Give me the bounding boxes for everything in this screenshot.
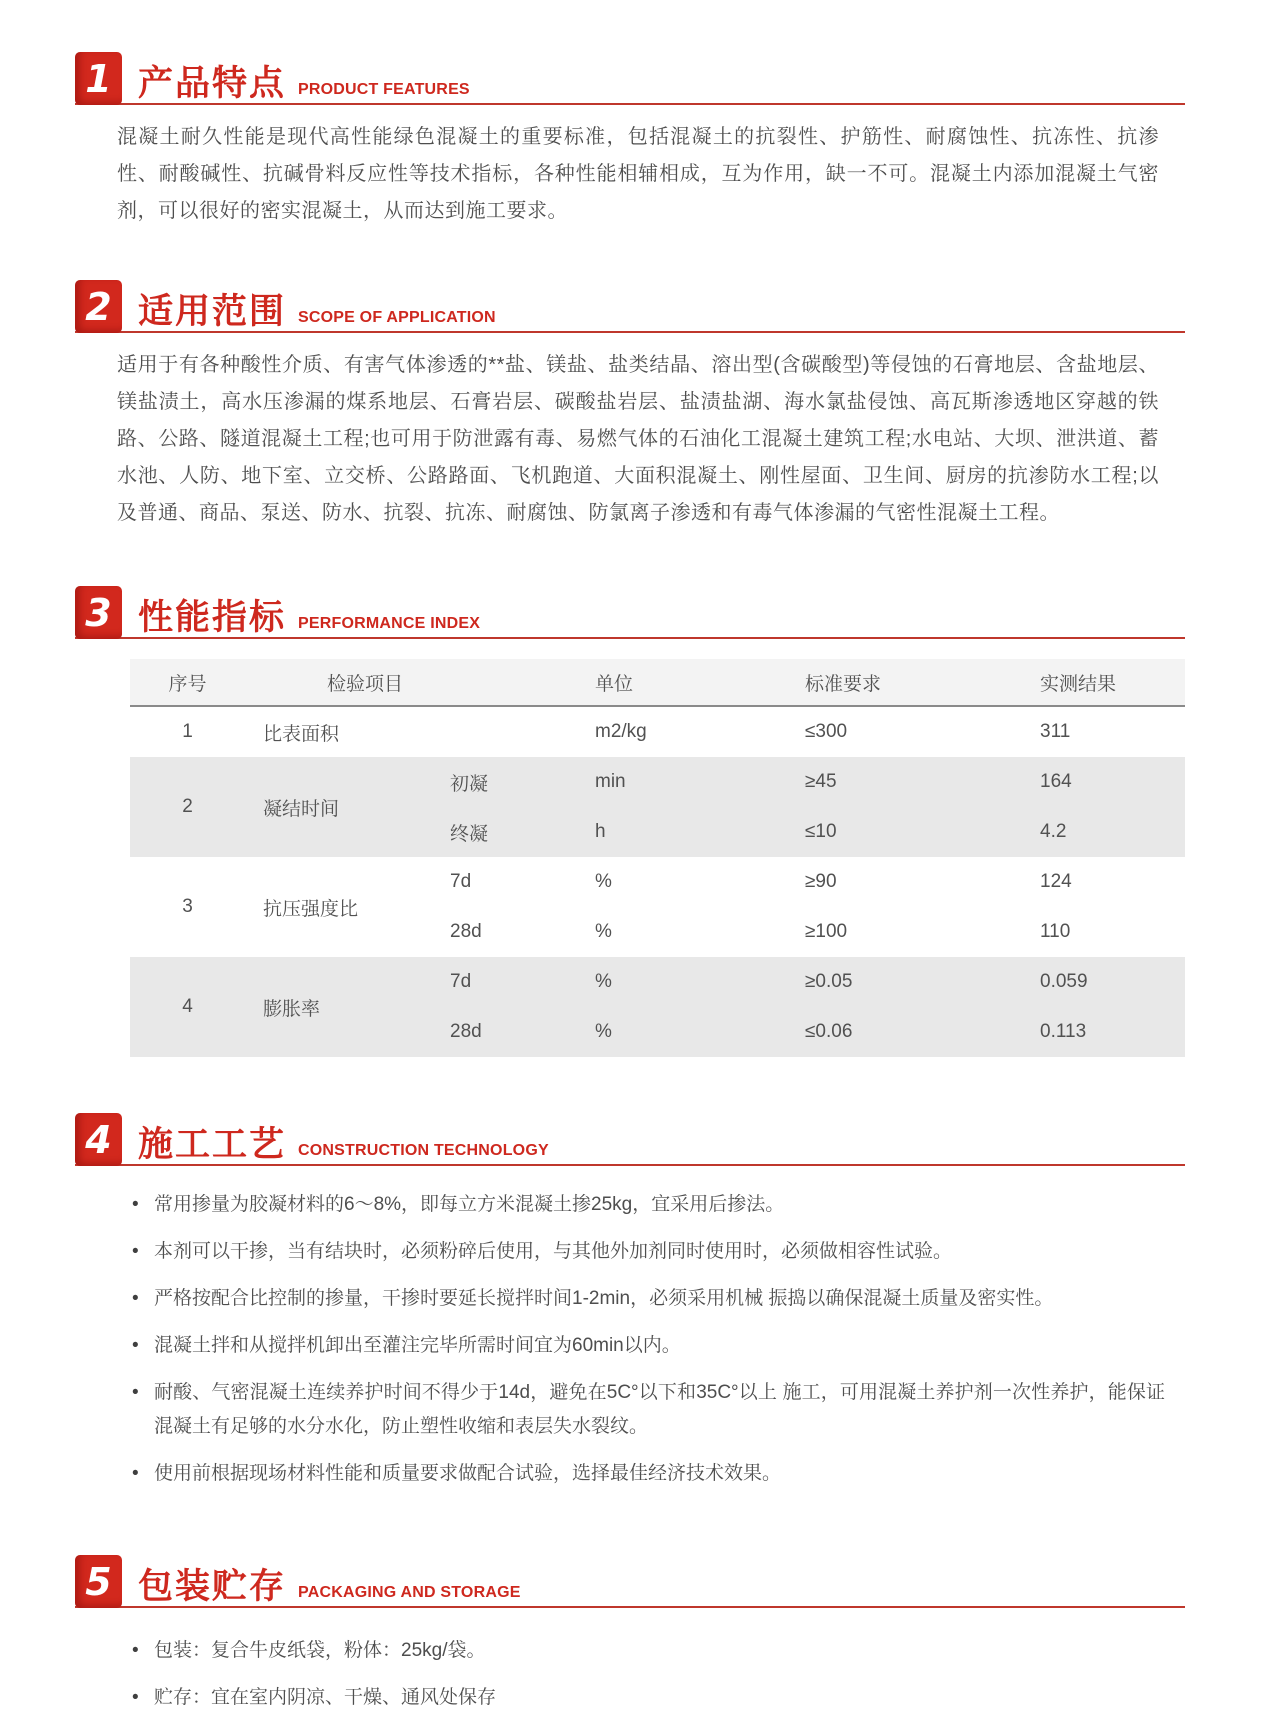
section-header [75, 1113, 1185, 1166]
cell-unit: % [595, 1021, 612, 1042]
section-header [75, 1555, 1185, 1608]
section-title-zh: 适用范围 [138, 292, 287, 331]
cell-unit: % [595, 971, 612, 992]
cell-measured: 164 [1040, 771, 1072, 792]
section-title-zh: 包装贮存 [138, 1567, 287, 1606]
table-row [130, 757, 1185, 857]
section-title-zh: 性能指标 [138, 598, 287, 637]
performance-table [130, 659, 1185, 1057]
cell-sub: 7d [450, 971, 472, 992]
cell-standard: ≥0.05 [805, 971, 853, 992]
bullet-list [130, 1188, 1165, 1491]
cell-seq: 2 [182, 796, 193, 817]
header-unit: 单位 [595, 673, 634, 695]
section-header [75, 52, 1185, 105]
cell-unit: m2/kg [595, 721, 647, 742]
section-header [75, 586, 1185, 639]
cell-unit: % [595, 871, 612, 892]
header-measured: 实测结果 [1040, 673, 1117, 695]
cell-standard: ≤0.06 [805, 1021, 853, 1042]
table-row [130, 957, 1185, 1057]
section-performance-index [75, 586, 1185, 1057]
section-packaging-and-storage [75, 1555, 1185, 1715]
cell-standard: ≥100 [805, 921, 848, 942]
cell-unit: min [595, 771, 626, 792]
cell-measured: 0.113 [1040, 1021, 1087, 1042]
section-title-en: PACKAGING AND STORAGE [298, 1584, 521, 1601]
bullet-item: • 耐酸、气密混凝土连续养护时间不得少于14d，避免在5C°以下和35C°以上 施工，可用混凝土养护剂一次性养护，能保证混凝土有足够的水分水化，防止塑性收缩和表层失水裂纹。 [130, 1376, 1165, 1444]
section-product-features [75, 52, 1185, 230]
cell-sub: 终凝 [450, 823, 489, 845]
table-row [130, 707, 1185, 757]
cell-seq: 1 [182, 721, 193, 742]
section-title-zh: 施工工艺 [138, 1125, 287, 1164]
cell-standard: ≤300 [805, 721, 848, 742]
section-title-en: PERFORMANCE INDEX [298, 615, 481, 632]
table-row [130, 857, 1185, 957]
cell-measured: 124 [1040, 871, 1072, 892]
section-number-badge: 5 [75, 1555, 122, 1608]
cell-sub: 初凝 [450, 773, 489, 795]
section-number-badge: 3 [75, 586, 122, 639]
section-header [75, 280, 1185, 333]
bullet-item: • 本剂可以干掺，当有结块时，必须粉碎后使用，与其他外加剂同时使用时，必须做相容性试验。 [130, 1235, 1165, 1269]
cell-item: 抗压强度比 [263, 898, 359, 920]
section-paragraph: 适用于有各种酸性介质、有害气体渗透的**盐、镁盐、盐类结晶、溶出型(含碳酸型)等侵蚀的石膏地层、含盐地层、镁盐渍土，高水压渗漏的煤系地层、石膏岩层、碳酸盐岩层、盐渍盐湖、海水氯盐侵蚀、高瓦斯渗透地区穿越的铁路、公路、隧道混凝土工程;也可用于防泄露有毒、易燃气体的石油化工混凝土建筑工程;水电站、大坝、泄洪道、蓄水池、人防、地下室、立交桥、公路路面、飞机跑道、大面积混凝土、刚性屋面、卫生间、厨房的抗渗防水工程;以及普通、商品、泵送、防水、抗裂、抗冻、耐腐蚀、防氯离子渗透和有毒气体渗漏的气密性混凝土工程。 [117, 354, 1159, 524]
bullet-item: • 包装：复合牛皮纸袋，粉体：25kg/袋。 [130, 1634, 1165, 1668]
cell-seq: 3 [182, 896, 193, 917]
cell-standard: ≤10 [805, 821, 837, 842]
section-title-en: SCOPE OF APPLICATION [298, 309, 496, 326]
cell-standard: ≥90 [805, 871, 837, 892]
section-title-zh: 产品特点 [138, 64, 287, 103]
cell-unit: h [595, 821, 606, 842]
section-paragraph: 混凝土耐久性能是现代高性能绿色混凝土的重要标准，包括混凝土的抗裂性、护筋性、耐腐蚀性、抗冻性、抗渗性、耐酸碱性、抗碱骨料反应性等技术指标，各种性能相辅相成，互为作用，缺一不可。混凝土内添加混凝土气密剂，可以很好的密实混凝土，从而达到施工要求。 [117, 126, 1159, 222]
bullet-item: • 严格按配合比控制的掺量，干掺时要延长搅拌时间1-2min，必须采用机械 振捣以确保混凝土质量及密实性。 [130, 1282, 1165, 1316]
table-header-row [130, 659, 1185, 707]
cell-measured: 110 [1040, 921, 1071, 942]
section-number-badge: 4 [75, 1113, 122, 1166]
bullet-item: • 常用掺量为胶凝材料的6～8%，即每立方米混凝土掺25kg，宜采用后掺法。 [130, 1188, 1165, 1222]
cell-standard: ≥45 [805, 771, 837, 792]
section-title-en: CONSTRUCTION TECHNOLOGY [298, 1142, 549, 1159]
cell-item: 膨胀率 [263, 998, 321, 1020]
cell-sub: 7d [450, 871, 472, 892]
section-title-en: PRODUCT FEATURES [298, 81, 470, 98]
cell-unit: % [595, 921, 612, 942]
bullet-list [130, 1634, 1165, 1715]
cell-sub: 28d [450, 921, 482, 942]
bullet-item: • 使用前根据现场材料性能和质量要求做配合试验，选择最佳经济技术效果。 [130, 1457, 1165, 1491]
cell-measured: 311 [1040, 721, 1071, 742]
section-number-badge: 1 [75, 52, 122, 105]
header-seq: 序号 [168, 673, 207, 695]
header-standard: 标准要求 [805, 673, 882, 695]
cell-item: 比表面积 [263, 723, 340, 745]
header-item: 检验项目 [327, 673, 404, 695]
bullet-item: • 贮存：宜在室内阴凉、干燥、通风处保存 [130, 1681, 1165, 1715]
cell-sub: 28d [450, 1021, 482, 1042]
bullet-item: • 混凝土拌和从搅拌机卸出至灌注完毕所需时间宜为60min以内。 [130, 1329, 1165, 1363]
cell-measured: 0.059 [1040, 971, 1088, 992]
section-scope-of-application [75, 280, 1185, 532]
section-construction-technology [75, 1113, 1185, 1491]
section-number-badge: 2 [75, 280, 122, 333]
cell-seq: 4 [182, 996, 193, 1017]
cell-item: 凝结时间 [263, 798, 340, 820]
cell-measured: 4.2 [1040, 821, 1067, 842]
